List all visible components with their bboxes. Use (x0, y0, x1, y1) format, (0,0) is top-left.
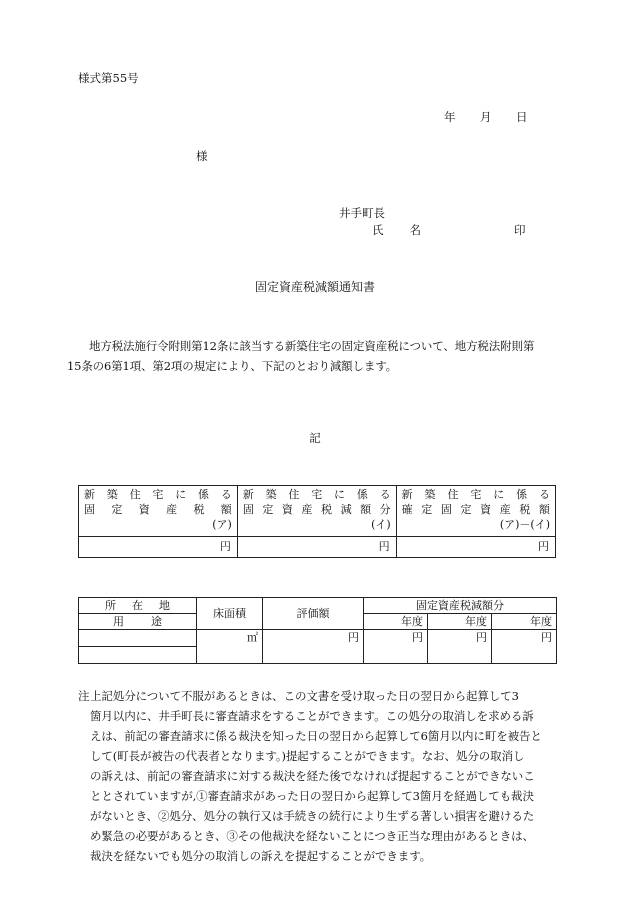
header-cell-reduction (237, 486, 396, 537)
header-line: 新 築 住 宅 に 係 る (401, 488, 550, 501)
note-line: 裁決を経ないでも処分の取消しの訴えを提起することができます。 (90, 849, 432, 863)
location-value (79, 630, 197, 647)
note-line: して(町長が被告の代表者となります。)提起することができます。なお、処分の取消し (90, 749, 525, 763)
date-day-label: 日 (516, 110, 528, 124)
issuer-name-label: 氏名 (372, 223, 447, 237)
header-marker: (ア) (212, 518, 232, 531)
document-title: 固定資産税減額通知書 (254, 280, 375, 294)
fiscal-year-label: 年度 (364, 614, 428, 630)
appeal-note (78, 686, 560, 866)
header-line: 新 築 住 宅 に 係 る (84, 488, 232, 501)
header-line: 固 定 資 産 税 額 (84, 503, 232, 516)
fiscal-year-label: 年度 (492, 614, 557, 630)
fiscal-year-label: 年度 (428, 614, 492, 630)
header-marker: (イ) (371, 518, 391, 531)
body-line: 15条の6第1項、第2項の規定により、下記のとおり減額します。 (67, 359, 398, 373)
seal-label: 印 (514, 223, 526, 237)
note-line: め緊急の必要があるとき、③その他裁決を経ないことにつき正当な理由があるときは、 (90, 829, 534, 843)
use-value (79, 647, 197, 664)
assessed-value-header: 評価額 (263, 598, 364, 630)
note-label: 注 (78, 689, 90, 703)
header-line: 確 定 固 定 資 産 税 額 (401, 503, 550, 516)
reduction-value: 円 (492, 630, 557, 664)
table-row (79, 598, 557, 614)
reduction-header: 固定資産税減額分 (364, 598, 557, 614)
addressee-suffix: 様 (196, 149, 208, 163)
note-line: 上記処分について不服があるときは、この文書を受け取った日の翌日から起算して3 (90, 689, 519, 703)
note-line: 箇月以内に、井手町長に審査請求をすることができます。この処分の取消しを求める訴 (90, 709, 534, 723)
value-cell: 円 (79, 537, 238, 558)
note-line: の訴えは、前記の審査請求に対する裁決を経た後でなければ提起することができないこ (90, 769, 535, 783)
form-number: 様式第55号 (78, 71, 139, 85)
property-table (78, 597, 557, 664)
table-row (79, 486, 556, 537)
floor-area-header: 床面積 (197, 598, 263, 630)
date-month-label: 月 (480, 110, 492, 124)
table-row (79, 630, 557, 647)
ki-heading: 記 (309, 431, 321, 445)
assessed-value: 円 (263, 630, 364, 664)
note-line: えは、前記の審査請求に係る裁決を知った日の翌日から起算して6箇月以内に町を被告と (90, 729, 542, 743)
header-line: 固 定 資 産 税 減 額 分 (242, 503, 391, 516)
issuer-mayor: 井手町長 (339, 206, 385, 220)
date-year-label: 年 (444, 110, 456, 124)
use-header: 用 途 (79, 614, 197, 630)
header-cell-final (396, 486, 555, 537)
note-line: がないとき、②処分、処分の執行又は手続きの続行により生ずる著しい損害を避けるた (90, 809, 535, 823)
table-row (79, 537, 556, 558)
floor-area-value: ㎡ (197, 630, 263, 664)
reduction-value: 円 (428, 630, 492, 664)
value-cell: 円 (237, 537, 396, 558)
body-line: 地方税法施行令附則第12条に該当する新築住宅の固定資産税について、地方税法附則第 (89, 339, 535, 353)
note-line: ととされていますが,①審査請求があった日の翌日から起算して3箇月を経過しても裁決 (90, 789, 534, 803)
reduction-value: 円 (364, 630, 428, 664)
header-line: 新 築 住 宅 に 係 る (242, 488, 391, 501)
tax-amount-table (78, 485, 556, 558)
header-cell-tax (79, 486, 238, 537)
value-cell: 円 (396, 537, 555, 558)
body-paragraph (67, 336, 556, 376)
location-header: 所 在 地 (79, 598, 197, 614)
header-marker: (ア)－(イ) (499, 518, 550, 531)
